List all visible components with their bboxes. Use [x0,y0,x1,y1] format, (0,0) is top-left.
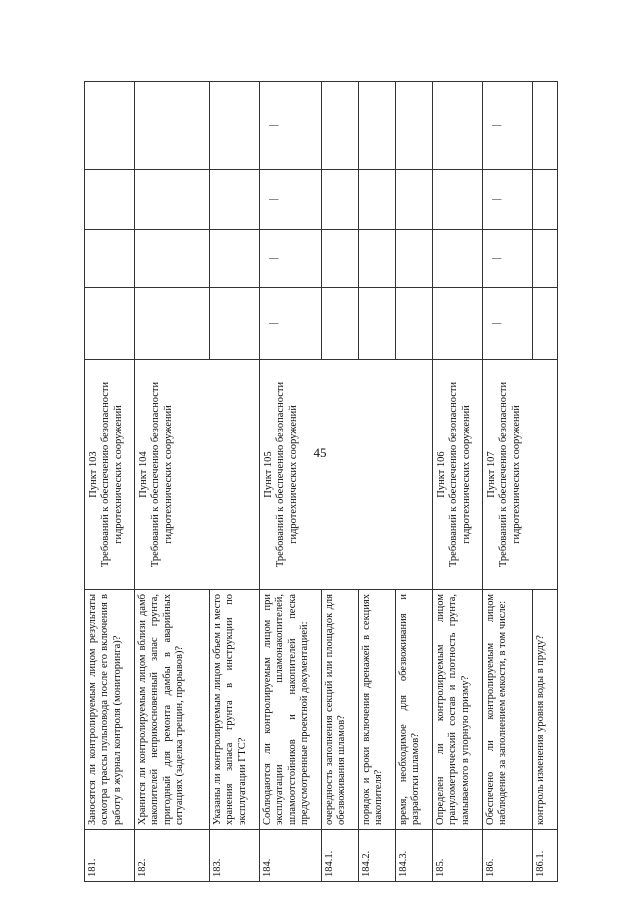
answer-cell-no [135,230,210,288]
answer-cell-na [359,170,396,230]
row-question: порядок и сроки включения дренажей в секциях накопителя? [359,590,396,830]
row-question: Определен ли контролируемым лицом гранулометрический состав и плотность грунта, намываемого в упорную призму? [433,590,483,830]
requirement-line: гидротехнических сооружений [112,405,124,544]
row-question: Указаны ли контролируемым лицом объем и место хранения запаса грунта в инструкции по эксплуатации ГТС? [210,590,260,830]
row-question: Заносятся ли контролируемым лицом результаты осмотра трассы пульповода после его включения в работу в журнал контроля (мониторинга)? [85,590,135,830]
row-number: 185. [433,830,483,882]
answer-cell-no [396,230,433,288]
row-question: время, необходимое для обезвоживания и разработки шламов? [396,590,433,830]
row-question: контроль изменения уровня воды в пруду? [533,590,558,830]
requirement-line: Требований к обеспечению безопасности [100,381,112,568]
requirement-line: Требований к обеспечению безопасности [448,381,460,568]
answer-cell-na [396,170,433,230]
answer-cell-na [210,170,260,230]
requirement-line: Пункт 103 [88,451,99,498]
requirement-line: Пункт 106 [436,451,447,498]
requirement-line: Требований к обеспечению безопасности [150,381,162,568]
answer-cell-yes: | [260,288,322,360]
page-number: 45 [313,445,327,460]
requirement-line: гидротехнических сооружений [460,405,472,544]
answer-cell-na: | [483,170,533,230]
row-question: Соблюдаются ли контролируемым лицом при эксплуатации шламонакопителей, шламоотстойников и накопителей песка предусмотренные проектной документацией: [260,590,322,830]
answer-cell-yes [322,288,359,360]
answer-cell-note [85,82,135,170]
row-question: Хранится ли контролируемым лицом вблизи дамб накопителей неприкосновенный запас грунта, пригодный для ремонта дамбы в аварийных ситуациях (заделка трещин, прорывов)? [135,590,210,830]
answer-cell-note [433,82,483,170]
requirement-line: гидротехнических сооружений [162,405,174,544]
table-row [433,82,483,882]
answer-cell-na [433,170,483,230]
answer-cell-note [135,82,210,170]
requirement-line: Требований к обеспечению безопасности [275,381,287,568]
row-number: 186. [483,830,533,882]
row-requirement [85,360,135,590]
answer-cell-no [359,230,396,288]
rotated-table-container [84,82,546,882]
answer-cell-no [533,230,558,288]
answer-cell-yes [210,288,260,360]
table-row [260,82,322,882]
row-number: 181. [85,830,135,882]
table-row [135,82,210,882]
table-row [85,82,135,882]
requirement-line: Пункт 104 [138,451,149,498]
answer-cell-no [433,230,483,288]
row-number: 182. [135,830,210,882]
answer-cell-na [322,170,359,230]
requirement-line: Пункт 107 [486,451,497,498]
requirement-line: гидротехнических сооружений [510,405,522,544]
answer-cell-na: | [260,170,322,230]
answer-cell-yes [135,288,210,360]
answer-cell-na [533,170,558,230]
row-requirement [483,360,558,590]
row-number: 183. [210,830,260,882]
answer-cell-no [210,230,260,288]
answer-cell-yes [396,288,433,360]
row-number: 186.1. [533,830,558,882]
row-number: 184. [260,830,322,882]
answer-cell-note [396,82,433,170]
answer-cell-yes: | [483,288,533,360]
answer-cell-note [322,82,359,170]
answer-cell-yes [359,288,396,360]
answer-cell-note [359,82,396,170]
requirement-line: гидротехнических сооружений [287,405,299,544]
row-question: Обеспечено ли контролируемым лицом наблюдение за заполнением емкости, в том числе: [483,590,533,830]
answer-cell-note [210,82,260,170]
answer-cell-na [85,170,135,230]
answer-cell-yes [433,288,483,360]
answer-cell-no [85,230,135,288]
requirement-line: Требований к обеспечению безопасности [498,381,510,568]
checklist-table [84,81,558,882]
answer-cell-no: | [483,230,533,288]
answer-cell-note: | [483,82,533,170]
answer-cell-note: | [260,82,322,170]
answer-cell-no [322,230,359,288]
answer-cell-no: | [260,230,322,288]
answer-cell-yes [533,288,558,360]
requirement-line: Пункт 105 [263,451,274,498]
answer-cell-na [135,170,210,230]
row-number: 184.2. [359,830,396,882]
row-requirement [433,360,483,590]
row-requirement [260,360,433,590]
row-number: 184.3. [396,830,433,882]
row-requirement [135,360,260,590]
row-question: очередность заполнения секций или площадок для обезвоживания шламов? [322,590,359,830]
row-number: 184.1. [322,830,359,882]
answer-cell-yes [85,288,135,360]
answer-cell-note [533,82,558,170]
table-row [483,82,533,882]
